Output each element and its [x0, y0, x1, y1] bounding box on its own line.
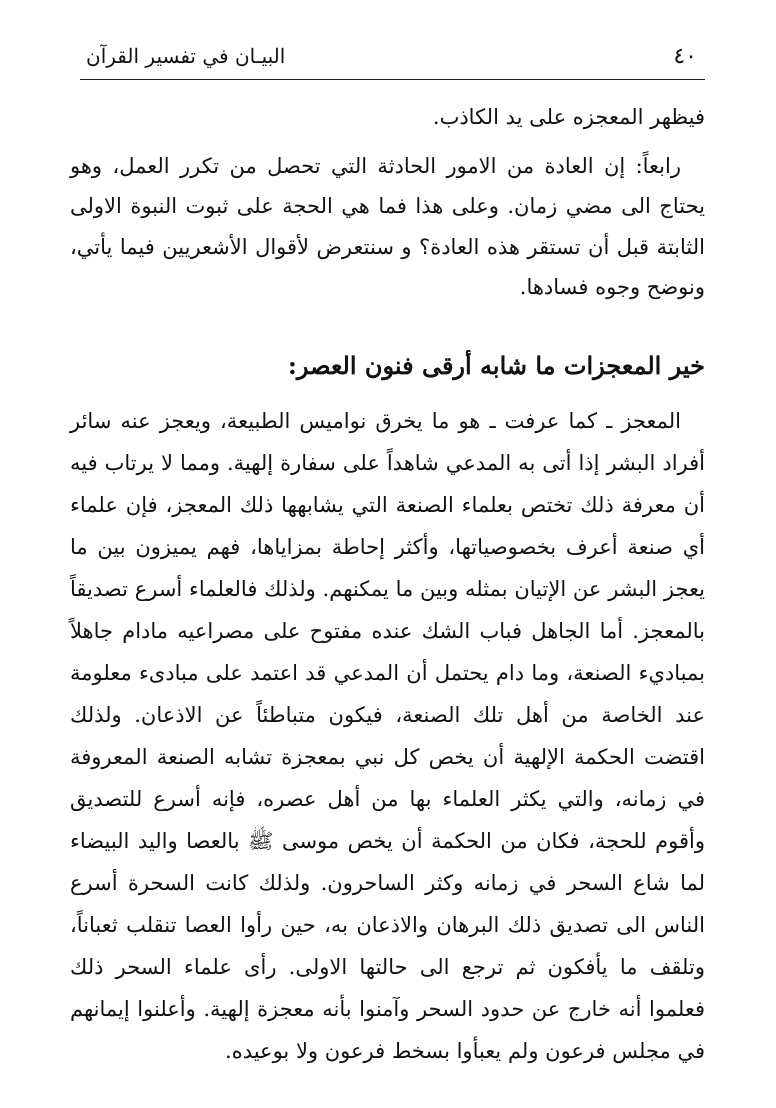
third-point-paragraph: رابعاً: إن العادة من الامور الحادثة التي تحصل من تكرر العمل، وهو يحتاج الى مضي زمان. وعلى هذا فما هي الحجة على ثبوت النبوة الاولى الثابتة قبل أن تستقر هذه العادة؟ و سنتعرض لأقوال الأشعريين فيما يأتي، ونوضح وجوه فسادها. [70, 153, 705, 299]
section-heading: خير المعجزات ما شابه أرقى فنون العصر: [288, 350, 705, 380]
header-divider [80, 79, 705, 80]
main-paragraph: المعجز ـ كما عرفت ـ هو ما يخرق نواميس الطبيعة، ويعجز عنه سائر أفراد البشر إذا أتى به المدعي شاهداً على سفارة إلهية. ومما لا يرتاب فيه أن معرفة ذلك تختص بعلماء الصنعة التي يشابهها ذلك المعجز، فإن علماء أي صنعة أعرف بخصوصياتها، وأكثر إحاطة بمزاياها، فهم يميزون بين ما يعجز البشر عن الإتيان بمثله وبين ما يمكنهم. ولذلك فالعلماء أسرع تصديقاً بالمعجز. أما الجاهل فباب الشك عنده مفتوح على مصراعيه مادام جاهلاً بمباديء الصنعة، وما دام يحتمل أن المدعي قد اعتمد على مبادىء معلومة عند الخاصة من أهل تلك الصنعة، فيكون متباطئاً عن الاذعان. ولذلك اقتضت الحكمة الإلهية أن يخص كل نبي بمعجزة تشابه الصنعة المعروفة في زمانه، والتي يكثر العلماء بها من أهل عصره، فإنه أسرع للتصديق وأقوم للحجة، فكان من الحكمة أن يخص موسى ﷺ بالعصا واليد البيضاء لما شاع السحر في زمانه وكثر الساحرون. ولذلك كانت السحرة أسرع الناس الى تصديق ذلك البرهان والاذعان به، حين رأوا العصا تنقلب ثعباناً، وتلقف ما يأفكون ثم ترجع الى حالتها الاولى. رأى علماء السحر ذلك فعلموا أنه خارج عن حدود السحر وآمنوا بأنه معجزة إلهية. وأعلنوا إيمانهم في مجلس فرعون ولم يعبأوا بسخط فرعون ولا بوعيده. [70, 408, 705, 1063]
page-body [70, 97, 705, 1072]
page-header [80, 40, 705, 76]
running-title: البيـان في تفسير القرآن [86, 44, 286, 68]
page-number: ٤٠ [673, 44, 697, 69]
intro-line: فيظهر المعجزه على يد الكاذب. [432, 105, 705, 129]
